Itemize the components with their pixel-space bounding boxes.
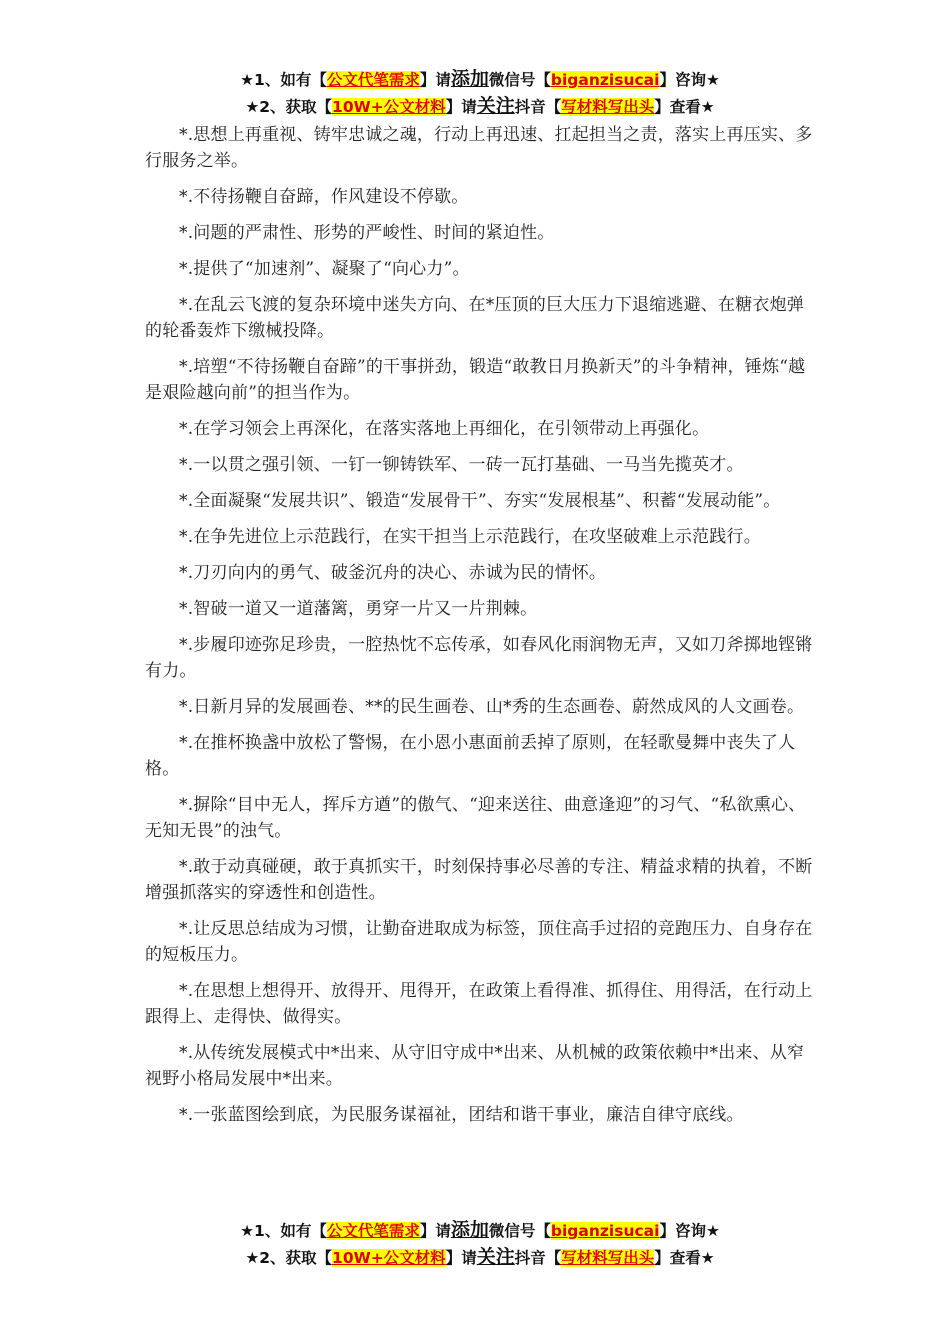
paragraph: *.刀刃向内的勇气、破釜沉舟的决心、赤诚为民的情怀。: [179, 563, 607, 583]
paragraph: *.不待扬鞭自奋蹄，作风建设不停歇。: [179, 187, 469, 207]
paragraph: *.日新月异的发展画卷、**的民生画卷、山*秀的生态画卷、蔚然成风的人文画卷。: [179, 697, 805, 717]
paragraph: *.智破一道又一道藩篱，勇穿一片又一片荆棘。: [179, 599, 538, 619]
promo-text: 】请: [445, 98, 477, 116]
promo-text: 微信号【: [488, 71, 551, 89]
promo-text: 】请: [419, 71, 451, 89]
emphasis-follow: 关注: [476, 95, 515, 117]
promo-text: 】咨询★: [659, 71, 720, 89]
paragraph: *.在争先进位上示范践行，在实干担当上示范践行，在攻坚破难上示范践行。: [179, 527, 761, 547]
paragraph: *.一以贯之强引领、一钉一铆铸铁军、一砖一瓦打基础、一马当先揽英才。: [179, 455, 744, 475]
paragraph: *.一张蓝图绘到底，为民服务谋福祉，团结和谐干事业，廉洁自律守底线。: [179, 1105, 744, 1125]
promo-line-2: [145, 93, 815, 120]
paragraph: *.问题的严肃性、形势的严峻性、时间的紧迫性。: [179, 223, 555, 243]
promo-text: ★1、如有【: [240, 1222, 327, 1240]
promo-text: 】查看★: [654, 98, 715, 116]
promo-line-1-footer: [145, 1217, 815, 1244]
promo-text: 抖音【: [514, 1249, 562, 1267]
paragraph: *.培塑“不待扬鞭自奋蹄”的干事拼劲，锻造“敢教日月换新天”的斗争精神，锤炼“越是艰险越向前”的担当作为。: [145, 357, 806, 403]
paragraph: *.在思想上想得开、放得开、甩得开，在政策上看得准、抓得住、用得活，在行动上跟得上、走得快、做得实。: [145, 981, 813, 1027]
paragraph: *.摒除“目中无人，挥斥方遒”的傲气、“迎来送往、曲意逢迎”的习气、“私欲熏心、无知无畏”的浊气。: [145, 795, 806, 841]
paragraph: *.敢于动真碰硬，敢于真抓实干，时刻保持事必尽善的专注、精益求精的执着，不断增强抓落实的穿透性和创造性。: [145, 857, 813, 903]
paragraph: *.在学习领会上再深化，在落实落地上再细化，在引领带动上再强化。: [179, 419, 710, 439]
promo-text: 】查看★: [654, 1249, 715, 1267]
highlight-douyin: 写材料写出头: [561, 1249, 655, 1267]
emphasis-follow: 关注: [476, 1246, 515, 1268]
promo-text: 】请: [419, 1222, 451, 1240]
promo-text: ★1、如有【: [240, 71, 327, 89]
paragraph: *.提供了“加速剂”、凝聚了“向心力”。: [179, 259, 470, 279]
promo-line-2-footer: [145, 1244, 815, 1271]
emphasis-add: 添加: [450, 1219, 489, 1241]
highlight-ghostwriting: 公文代笔需求: [326, 1222, 420, 1240]
paragraph: *.从传统发展模式中*出来、从守旧守成中*出来、从机械的政策依赖中*出来、从窄视野小格局发展中*出来。: [145, 1043, 805, 1089]
paragraph: *.全面凝聚“发展共识”、锻造“发展骨干”、夯实“发展根基”、积蓄“发展动能”。: [179, 491, 781, 511]
promo-text: ★2、获取【: [245, 98, 333, 116]
paragraph: *.思想上再重视、铸牢忠诚之魂，行动上再迅速、扛起担当之责，落实上再压实、多行服务之举。: [145, 125, 813, 171]
promo-text: 微信号【: [488, 1222, 551, 1240]
document-body: [145, 122, 815, 1128]
highlight-wechat-id: biganzisucai: [550, 71, 660, 89]
promo-line-1: [145, 66, 815, 93]
emphasis-add: 添加: [450, 68, 489, 90]
highlight-douyin: 写材料写出头: [561, 98, 655, 116]
paragraph: *.步履印迹弥足珍贵，一腔热忱不忘传承，如春风化雨润物无声，又如刀斧掷地铿锵有力。: [145, 635, 813, 681]
promo-text: ★2、获取【: [245, 1249, 333, 1267]
paragraph: *.在乱云飞渡的复杂环境中迷失方向、在*压顶的巨大压力下退缩逃避、在糖衣炮弹的轮番轰炸下缴械投降。: [145, 295, 805, 341]
promo-text: 抖音【: [514, 98, 562, 116]
highlight-wechat-id: biganzisucai: [550, 1222, 660, 1240]
highlight-ghostwriting: 公文代笔需求: [326, 71, 420, 89]
highlight-materials: 10W+公文材料: [332, 98, 446, 116]
document-footer: [145, 1217, 815, 1271]
document-page: [145, 66, 815, 1138]
paragraph: *.在推杯换盏中放松了警惕，在小恩小惠面前丢掉了原则，在轻歌曼舞中丧失了人格。: [145, 733, 796, 779]
highlight-materials: 10W+公文材料: [332, 1249, 446, 1267]
promo-text: 】请: [445, 1249, 477, 1267]
paragraph: *.让反思总结成为习惯，让勤奋进取成为标签，顶住高手过招的竞跑压力、自身存在的短板压力。: [145, 919, 813, 965]
promo-text: 】咨询★: [659, 1222, 720, 1240]
